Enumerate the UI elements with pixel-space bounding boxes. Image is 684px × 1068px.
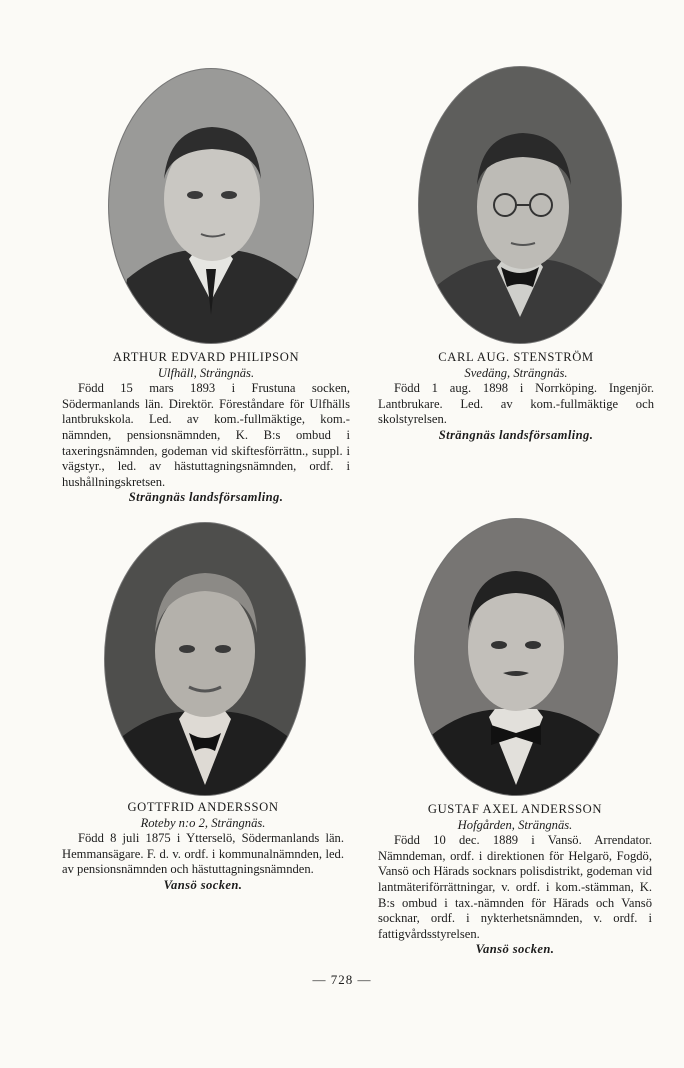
person-name: CARL AUG. STENSTRÖM bbox=[438, 350, 594, 364]
biography: Född 1 aug. 1898 i Norrköping. Ingenjör. Lantbrukare. Led. av kom.-fullmäktige och skolstyrelsen. bbox=[378, 381, 654, 427]
biography: Född 8 juli 1875 i Ytterselö, Södermanlands län. Hemmansägare. F. d. v. ordf. i kommunalnämnden, led. av pensionsnämnden och hästuttagningsnämnden. bbox=[62, 831, 344, 877]
residence: Roteby n:o 2, Strängnäs. bbox=[140, 815, 266, 830]
portrait-photo bbox=[104, 522, 306, 796]
portrait-photo bbox=[414, 518, 618, 796]
parish: Vansö socken. bbox=[163, 877, 243, 892]
biography: Född 10 dec. 1889 i Vansö. Arrendator. Nämndeman, ordf. i direktionen för Helgarö, Fogdö, Vansö och Härads socknars polisdistrikt, godeman vid lantmäteriförrättningar, v. ordf. i kom.-stämman, K. B:s ombud i tax.-nämnden för Härads och Vansö socknar, ordf. i nykterhetsnämnden, v. ordf. i fattigvårdsstyrelsen. bbox=[378, 833, 652, 941]
residence: Hofgården, Strängnäs. bbox=[457, 817, 573, 832]
biography: Född 15 mars 1893 i Frustuna socken, Södermanlands län. Direktör. Föreståndare för Ulfhälls lantbrukskola. Led. av kom.-fullmäktige, kom.-nämnden, pensionsnämnden, K. B:s ombud i taxeringsnämnden, godeman vid skiftesförrättn., suppl. i vägstyr., led. av hästuttagningsnämnden, ordf. i hushållningskretsen. bbox=[62, 381, 350, 489]
person-name: GUSTAF AXEL ANDERSSON bbox=[427, 802, 603, 816]
person-name: GOTTFRID ANDERSSON bbox=[127, 800, 279, 814]
parish: Strängnäs landsförsamling. bbox=[128, 490, 284, 505]
parish: Strängnäs landsförsamling. bbox=[438, 427, 594, 442]
residence: Ulfhäll, Strängnäs. bbox=[157, 365, 255, 380]
person-name: ARTHUR EDVARD PHILIPSON bbox=[112, 350, 300, 364]
residence: Svedäng, Strängnäs. bbox=[464, 365, 568, 380]
page-number: — 728 — bbox=[312, 972, 372, 987]
portrait-photo bbox=[108, 68, 314, 344]
portrait-photo bbox=[418, 66, 622, 344]
parish: Vansö socken. bbox=[475, 942, 555, 957]
